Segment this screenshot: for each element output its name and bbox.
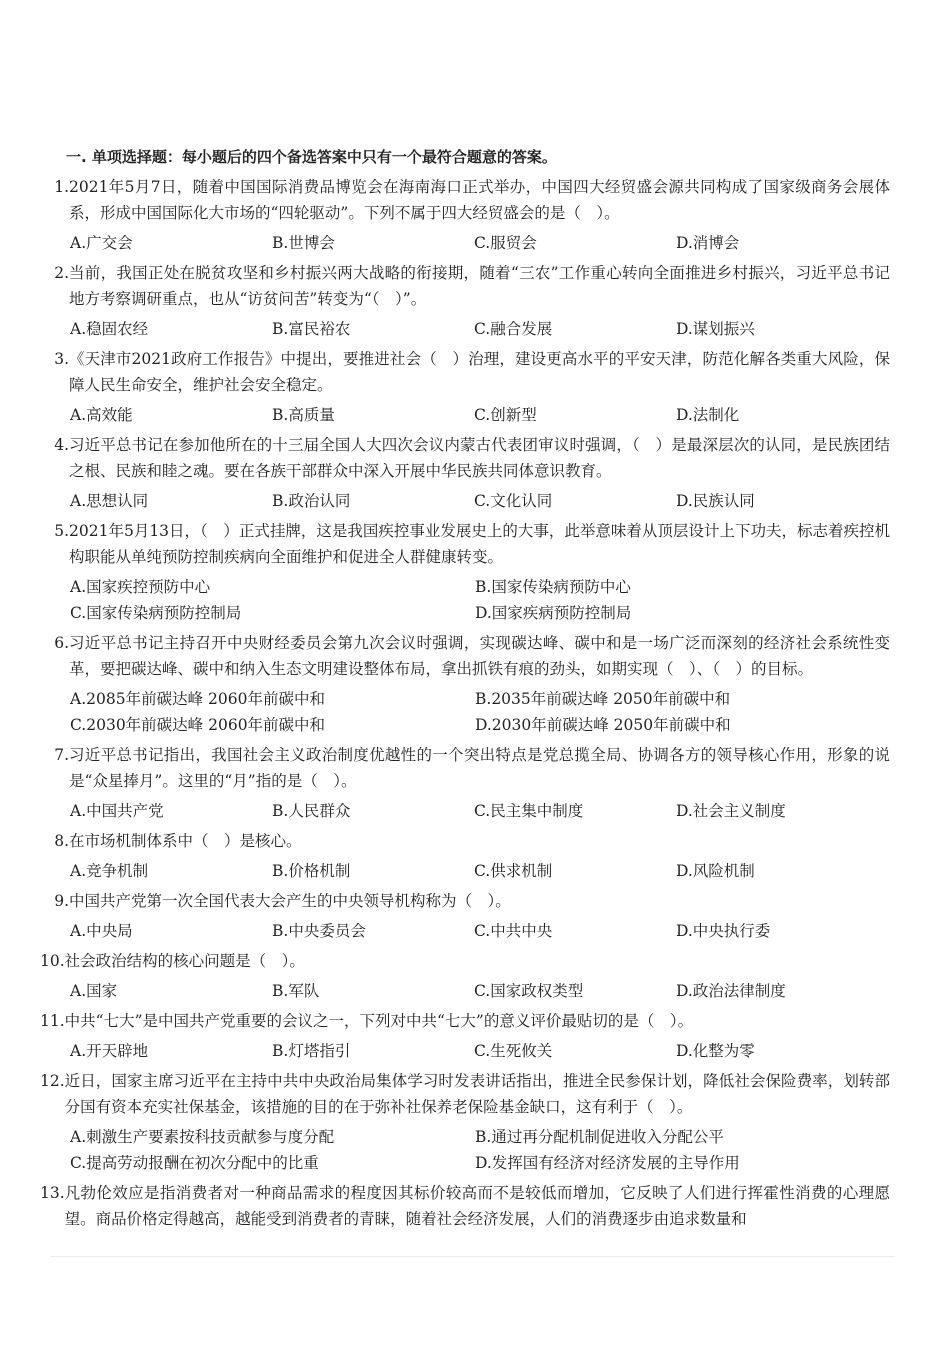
option-b: B.高质量 (272, 406, 335, 424)
question-number: 6. (54, 634, 69, 652)
answer-options (50, 230, 890, 256)
question-number: 8. (54, 832, 69, 850)
question-number: 2. (54, 264, 69, 282)
option-d: D.社会主义制度 (676, 802, 786, 820)
question-7 (50, 742, 890, 824)
answer-options (50, 488, 890, 514)
option-d: D.风险机制 (676, 862, 755, 880)
question-10 (40, 948, 890, 1004)
option-b: B.军队 (272, 982, 320, 1000)
answer-options (50, 1124, 890, 1176)
option-a: A.竞争机制 (70, 862, 149, 880)
question-number: 10. (40, 952, 65, 970)
option-b: B.价格机制 (272, 862, 351, 880)
question-text: 习近平总书记主持召开中央财经委员会第九次会议时强调，实现碳达峰、碳中和是一场广泛而深刻的经济社会系统性变革，要把碳达峰、碳中和纳入生态文明建设整体布局，拿出抓铁有痕的劲头，如期实现（ ）、（ ）的目标。 (69, 634, 890, 678)
option-c: C.提高劳动报酬在初次分配中的比重 (70, 1154, 319, 1172)
option-b: B.通过再分配机制促进收入分配公平 (475, 1128, 724, 1146)
question-number: 4. (54, 436, 69, 454)
option-a: A.中国共产党 (70, 802, 164, 820)
option-b: B.富民裕农 (272, 320, 351, 338)
answer-options (50, 1038, 890, 1064)
option-d: D.法制化 (676, 406, 740, 424)
question-5 (50, 518, 890, 626)
question-number: 7. (54, 746, 69, 764)
option-a: A.中央局 (70, 922, 133, 940)
question-9 (50, 888, 890, 944)
option-a: A.开天辟地 (70, 1042, 149, 1060)
option-d: D.政治法律制度 (676, 982, 786, 1000)
option-c: C.国家传染病预防控制局 (70, 604, 242, 622)
option-c: C.融合发展 (474, 320, 553, 338)
answer-options (50, 858, 890, 884)
option-d: D.谋划振兴 (676, 320, 755, 338)
option-c: C.中共中央 (474, 922, 553, 940)
option-a: A.广交会 (70, 234, 133, 252)
question-1 (50, 174, 890, 256)
question-text: 近日，国家主席习近平在主持中共中央政治局集体学习时发表讲话指出，推进全民参保计划，降低社会保险费率，划转部分国有资本充实社保基金，该措施的目的在于弥补社保养老保险基金缺口，这有利于（ ）。 (64, 1072, 890, 1116)
question-text: 中国共产党第一次全国代表大会产生的中央领导机构称为（ ）。 (69, 892, 511, 910)
option-a: A.稳固农经 (70, 320, 149, 338)
answer-options (50, 918, 890, 944)
option-b: B.2035年前碳达峰 2050年前碳中和 (475, 690, 731, 708)
question-2 (50, 260, 890, 342)
option-c: C.生死攸关 (474, 1042, 553, 1060)
option-b: B.世博会 (272, 234, 335, 252)
answer-options (50, 402, 890, 428)
option-c: C.2030年前碳达峰 2060年前碳中和 (70, 716, 326, 734)
question-text: 在市场机制体系中（ ）是核心。 (69, 832, 302, 850)
answer-options (50, 574, 890, 626)
question-13 (40, 1180, 890, 1232)
option-c: C.服贸会 (474, 234, 537, 252)
option-d: D.国家疾病预防控制局 (475, 604, 632, 622)
question-6 (50, 630, 890, 738)
section-title: 一. 单项选择题：每小题后的四个备选答案中只有一个最符合题意的答案。 (66, 148, 557, 166)
question-text: 《天津市2021政府工作报告》中提出，要推进社会（ ）治理，建设更高水平的平安天津，防范化解各类重大风险，保障人民生命安全，维护社会安全稳定。 (69, 350, 890, 394)
question-4 (50, 432, 890, 514)
question-text: 习近平总书记指出，我国社会主义政治制度优越性的一个突出特点是党总揽全局、协调各方的领导核心作用，形象的说是“众星捧月”。这里的“月”指的是（ ）。 (69, 746, 890, 790)
question-number: 13. (40, 1184, 65, 1202)
question-text: 当前，我国正处在脱贫攻坚和乡村振兴两大战略的衔接期，随着“三农”工作重心转向全面推进乡村振兴，习近平总书记地方考察调研重点，也从“访贫问苦”转变为“（ ）”。 (69, 264, 890, 308)
question-number: 11. (40, 1012, 65, 1030)
option-d: D.民族认同 (676, 492, 755, 510)
option-c: C.民主集中制度 (474, 802, 584, 820)
option-a: A.国家疾控预防中心 (70, 578, 211, 596)
question-12 (40, 1068, 890, 1176)
option-b: B.政治认同 (272, 492, 351, 510)
question-text: 社会政治结构的核心问题是（ ）。 (64, 952, 305, 970)
option-d: D.2030年前碳达峰 2050年前碳中和 (475, 716, 731, 734)
option-d: D.化整为零 (676, 1042, 755, 1060)
option-a: A.国家 (70, 982, 118, 1000)
option-a: A.刺激生产要素按科技贡献参与度分配 (70, 1128, 335, 1146)
option-c: C.创新型 (474, 406, 537, 424)
option-b: B.灯塔指引 (272, 1042, 351, 1060)
answer-options (50, 316, 890, 342)
question-11 (40, 1008, 890, 1064)
question-text: 习近平总书记在参加他所在的十三届全国人大四次会议内蒙古代表团审议时强调，（ ）是最深层次的认同，是民族团结之根、民族和睦之魂。要在各族干部群众中深入开展中华民族共同体意识教育。 (69, 436, 890, 480)
question-number: 12. (40, 1072, 65, 1090)
question-text: 2021年5月7日，随着中国国际消费品博览会在海南海口正式举办，中国四大经贸盛会源共同构成了国家级商务会展体系，形成中国国际化大市场的“四轮驱动”。下列不属于四大经贸盛会的是（ ）。 (69, 178, 890, 222)
option-a: A.2085年前碳达峰 2060年前碳中和 (70, 690, 325, 708)
question-text: 凡勃伦效应是指消费者对一种商品需求的程度因其标价较高而不是较低而增加，它反映了人们进行挥霍性消费的心理愿望。商品价格定得越高，越能受到消费者的青睐，随着社会经济发展，人们的消费逐步由追求数量和 (64, 1184, 890, 1228)
answer-options (50, 686, 890, 738)
option-d: D.发挥国有经济对经济发展的主导作用 (475, 1154, 740, 1172)
question-list (40, 174, 890, 1236)
answer-options (50, 978, 890, 1004)
option-a: A.思想认同 (70, 492, 149, 510)
question-text: 2021年5月13日，（ ）正式挂牌，这是我国疾控事业发展史上的大事，此举意味着从顶层设计上下功夫，标志着疾控机构职能从单纯预防控制疾病向全面维护和促进全人群健康转变。 (69, 522, 890, 566)
question-number: 9. (54, 892, 69, 910)
option-c: C.国家政权类型 (474, 982, 584, 1000)
page-divider (50, 1256, 895, 1257)
option-d: D.消博会 (676, 234, 740, 252)
question-number: 5. (54, 522, 69, 540)
option-b: B.人民群众 (272, 802, 351, 820)
option-c: C.供求机制 (474, 862, 553, 880)
option-b: B.中央委员会 (272, 922, 366, 940)
question-number: 1. (54, 178, 69, 196)
question-number: 3. (54, 350, 69, 368)
question-3 (50, 346, 890, 428)
question-8 (50, 828, 890, 884)
option-c: C.文化认同 (474, 492, 553, 510)
answer-options (50, 798, 890, 824)
option-a: A.高效能 (70, 406, 133, 424)
option-d: D.中央执行委 (676, 922, 771, 940)
question-text: 中共“七大”是中国共产党重要的会议之一，下列对中共“七大”的意义评价最贴切的是（ ）。 (64, 1012, 694, 1030)
option-b: B.国家传染病预防中心 (475, 578, 631, 596)
